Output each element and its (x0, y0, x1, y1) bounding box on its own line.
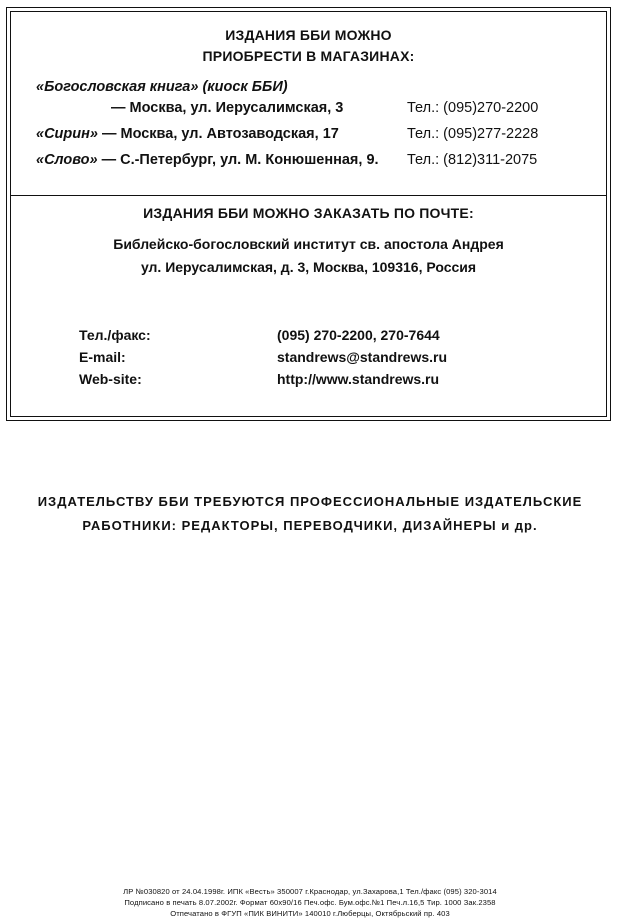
notice-line2: РАБОТНИКИ: РЕДАКТОРЫ, ПЕРЕВОДЧИКИ, ДИЗАЙНЕРЫ и др. (82, 518, 538, 533)
info-frame (6, 7, 611, 421)
contact-value-website[interactable]: http://www.standrews.ru (277, 371, 440, 387)
mail-order-heading: ИЗДАНИЯ ББИ МОЖНО ЗАКАЗАТЬ ПО ПОЧТЕ: (143, 205, 474, 221)
shop-phone-sirin: Тел.: (095)277-2228 (407, 126, 539, 142)
section-divider (11, 195, 606, 196)
shop-name: «Сирин» (36, 126, 98, 142)
contact-label-phone-fax: Тел./факс: (79, 327, 151, 343)
info-frame-inner (10, 11, 607, 417)
shop-phone-slovo: Тел.: (812)311-2075 (407, 152, 538, 168)
institute-name: Библейско-богословский институт св. апостола Андрея (113, 236, 504, 252)
shop-line-sirin (36, 126, 339, 142)
contact-value-email[interactable]: standrews@standrews.ru (277, 349, 448, 365)
shop-name: «Богословская книга» (киоск ББИ) (36, 79, 288, 95)
notice-line1: ИЗДАТЕЛЬСТВУ ББИ ТРЕБУЮТСЯ ПРОФЕССИОНАЛЬНЫЕ ИЗДАТЕЛЬСКИЕ (37, 494, 583, 509)
institute-address: ул. Иерусалимская, д. 3, Москва, 109316, Россия (140, 259, 477, 275)
shop-address: — Москва, ул. Автозаводская, 17 (97, 126, 339, 142)
shop-name: «Слово» (36, 152, 98, 168)
imprint-line2: Подписано в печать 8.07.2002г. Формат 60х90/16 Печ.офс. Бум.офс.№1 Печ.л.16,5 Тир. 1000 Зак.2358 (124, 898, 496, 907)
contact-value-phone-fax: (095) 270-2200, 270-7644 (277, 327, 440, 343)
contact-label-email: E-mail: (79, 349, 126, 365)
imprint-line1: ЛР №030820 от 24.04.1998г. ИПК «Весть» 350007 г.Краснодар, ул.Захарова,1 Тел./факс (095) 320-3014 (123, 887, 497, 896)
shop-name-bogoslovskaya-kniga (36, 79, 288, 95)
contact-label-website: Web-site: (79, 371, 142, 387)
shops-heading-line2: ПРИОБРЕСТИ В МАГАЗИНАХ: (202, 48, 415, 64)
shop-line-slovo (36, 152, 379, 168)
shop-phone-bogoslovskaya-kniga: Тел.: (095)270-2200 (407, 100, 539, 116)
shop-address-bogoslovskaya-kniga: — Москва, ул. Иерусалимская, 3 (111, 100, 344, 116)
shops-heading-line1: ИЗДАНИЯ ББИ МОЖНО (225, 27, 392, 43)
shop-address: — С.-Петербург, ул. М. Конюшенная, 9. (97, 152, 379, 168)
imprint-line3: Отпечатано в ФГУП «ПИК ВИНИТИ» 140010 г.Люберцы, Октябрьский пр. 403 (170, 909, 450, 918)
